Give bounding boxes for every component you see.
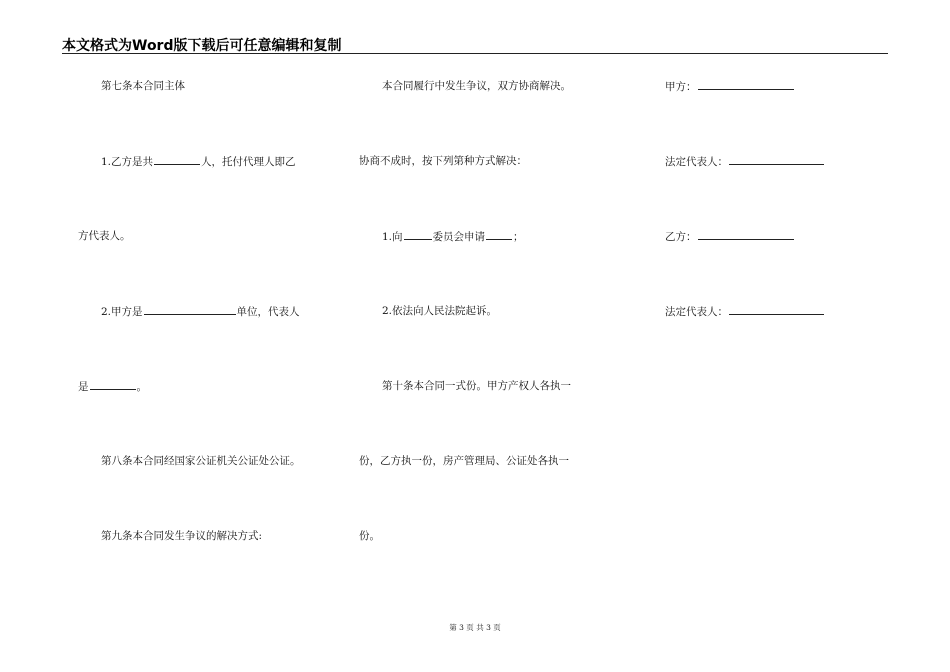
article-9-heading: 第九条本合同发生争议的解决方式: — [101, 530, 263, 542]
text-segment: ； — [513, 231, 524, 243]
text-segment: 委员会申请 — [432, 231, 486, 243]
dispute-option-1 — [382, 229, 524, 244]
party-b-label: 乙方： — [665, 231, 697, 243]
blank-line — [90, 379, 136, 390]
signature-line — [729, 304, 824, 315]
article-10-cont: 份，乙方执一份，房产管理局、公证处各执一 — [359, 455, 569, 467]
page-number: 第 3 页 共 3 页 — [449, 623, 501, 632]
text-segment: 人，托付代理人即乙 — [201, 156, 296, 168]
party-b-signature — [665, 229, 795, 244]
article-7-heading: 第七条本合同主体 — [101, 80, 185, 92]
article-7-item-1 — [101, 154, 296, 169]
article-7-item-1-cont: 方代表人。 — [78, 230, 131, 242]
text-segment: 单位，代表人 — [236, 306, 300, 318]
text-segment: 1.乙方是共 — [101, 156, 154, 168]
party-a-rep-label: 法定代表人： — [665, 156, 728, 168]
article-10-end: 份。 — [359, 530, 380, 542]
header-title: 本文格式为Word版下载后可任意编辑和复制 — [62, 38, 342, 54]
party-a-signature — [665, 79, 795, 94]
article-7-item-2-cont — [78, 379, 147, 394]
text-segment: 是 — [78, 381, 89, 393]
header-divider — [62, 53, 888, 54]
party-b-rep-signature — [665, 304, 825, 319]
blank-line — [144, 304, 236, 315]
article-7-item-2 — [101, 304, 300, 319]
dispute-intro-cont: 协商不成时，按下列第种方式解决： — [359, 155, 527, 167]
blank-line — [486, 229, 512, 240]
dispute-intro: 本合同履行中发生争议，双方协商解决。 — [382, 80, 571, 92]
text-segment: 1.向 — [382, 231, 403, 243]
article-10: 第十条本合同一式份。甲方产权人各执一 — [382, 380, 571, 392]
text-segment: 2.甲方是 — [101, 306, 143, 318]
party-a-label: 甲方： — [665, 81, 697, 93]
signature-line — [729, 154, 824, 165]
signature-line — [698, 79, 794, 90]
blank-line — [154, 154, 200, 165]
text-segment: 。 — [136, 381, 147, 393]
party-b-rep-label: 法定代表人： — [665, 306, 728, 318]
party-a-rep-signature — [665, 154, 825, 169]
signature-line — [698, 229, 794, 240]
article-8: 第八条本合同经国家公证机关公证处公证。 — [101, 455, 301, 467]
blank-line — [404, 229, 432, 240]
dispute-option-2: 2.依法向人民法院起诉。 — [382, 305, 498, 317]
